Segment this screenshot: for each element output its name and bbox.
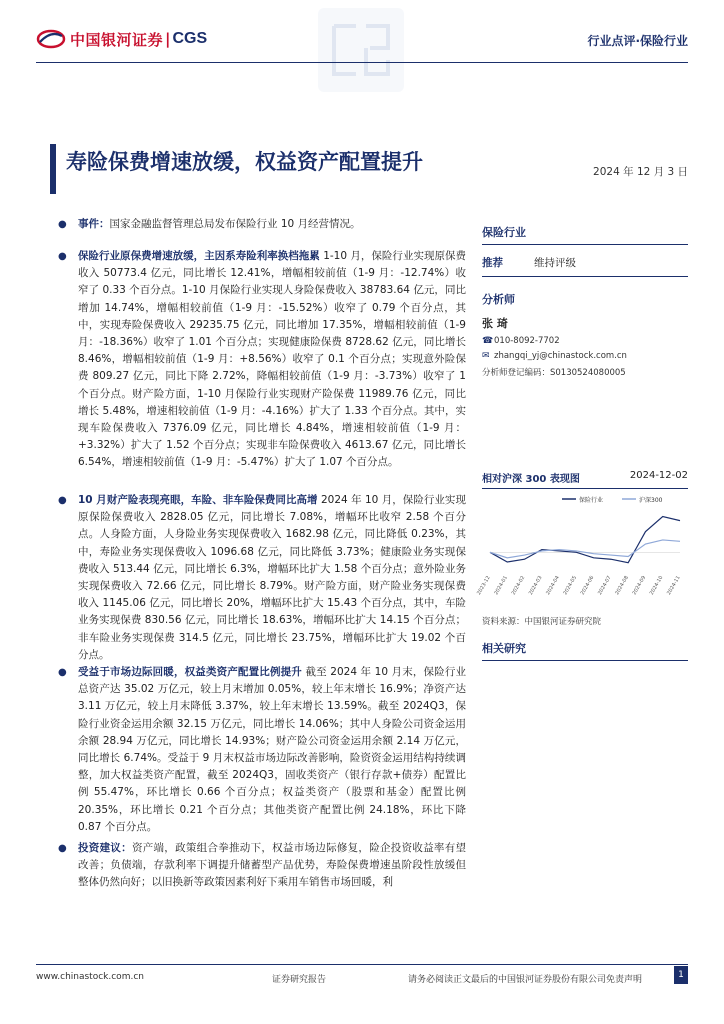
bullet-icon: ● <box>58 843 67 854</box>
paragraph-event <box>58 216 361 233</box>
legend-label: 保险行业 <box>579 497 604 504</box>
bullet-icon: ● <box>58 495 67 506</box>
analyst-name: 张 琦 <box>482 317 508 330</box>
footer-divider <box>36 964 688 965</box>
rating-row <box>482 245 688 277</box>
x-tick-label: 2024-03 <box>527 575 544 597</box>
email-address[interactable]: zhangqi_yj@chinastock.com.cn <box>494 351 627 361</box>
phone-number: 010-8092-7702 <box>494 336 560 346</box>
page-number: 1 <box>674 966 688 984</box>
chart-plot <box>476 489 688 607</box>
chart-header <box>482 470 688 489</box>
header-divider <box>36 62 688 63</box>
paragraph-premium <box>58 248 466 472</box>
report-type: 行业点评·保险行业 <box>587 34 688 48</box>
page-header <box>0 0 724 70</box>
legend-label: 沪深300 <box>639 497 663 504</box>
report-date: 2024 年 12 月 3 日 <box>593 166 688 178</box>
x-tick-label: 2023-12 <box>476 575 492 597</box>
paragraph-text: 国家金融监督管理总局发布保险行业 10 月经营情况。 <box>109 218 361 230</box>
paragraph-text: 1-10 月，保险行业实现原保费收入 50773.4 亿元，同比增长 12.41%，增幅相较前值（1-9 月：-12.74%）收窄了 0.33 个百分点。1-10 月保险行业实现人身险保费收入 38783.64 亿元，同比增加 14.74%，增幅相较前值（1-9 月：-15.52%）收窄了 0.79 个百分点，其中，实现寿险保费收入 29235.75 亿元，同比增加 17.35%，增幅相较前值（1-9 月：-18.36%）收窄了 1.01 个百分点；实现健康险保费 8728.62 亿元，同比增长 8.46%，增幅相较前值（1-9 月：+8.56%）收窄了 0.1 个百分点；实现意外险保费 809.27 亿元，同比下降 2.72%，降幅相较前值（1-9 月：-3.73%）收窄了 1 个百分点。财产险方面，1-10 月保险行业实现财产险保费 11989.76 亿元，同比增长 5.48%，增速相较前值（1-9 月：-4.16%）扩大了 1.33 个百分点。其中，实现车险保费收入 7376.09 亿元，同比增长 4.84%，增速相较前值（1-9 月：+3.32%）扩大了 1.52 个百分点；实现非车险保费收入 4613.67 亿元，同比增长 6.54%，增速相较前值（1-9 月：-5.47%）扩大了 1.07 个百分点。 <box>78 250 467 469</box>
phone-icon: ☎ <box>482 336 494 346</box>
bullet-icon: ● <box>58 667 67 678</box>
logo-separator: | <box>165 30 171 48</box>
x-tick-label: 2024-01 <box>493 575 510 597</box>
cgs-watermark-icon <box>316 6 406 94</box>
paragraph-lead: 受益于市场边际回暖，权益类资产配置比例提升 <box>78 666 302 678</box>
paragraph-recommendation <box>58 840 466 892</box>
rating-label: 推荐 <box>482 257 503 269</box>
bullet-icon: ● <box>58 251 67 262</box>
paragraph-assets <box>58 664 466 836</box>
analyst-email <box>482 351 688 361</box>
paragraph-lead: 事件： <box>78 218 110 230</box>
paragraph-lead: 投资建议： <box>78 842 132 854</box>
chart-source: 资料来源：中国银河证券研究院 <box>482 617 602 627</box>
company-name-cn: 中国银河证券 <box>70 30 164 49</box>
bullet-icon: ● <box>58 219 67 230</box>
related-research-heading: 相关研究 <box>482 640 688 661</box>
x-tick-label: 2024-07 <box>596 575 613 597</box>
x-tick-label: 2024-08 <box>614 575 630 597</box>
x-tick-label: 2024-06 <box>579 575 596 597</box>
chart-date: 2024-12-02 <box>629 470 688 481</box>
x-tick-label: 2024-09 <box>631 575 648 597</box>
paragraph-october <box>58 492 466 664</box>
paragraph-text: 2024 年 10 月，保险行业实现原保险保费收入 2828.05 亿元，同比增长 7.08%，增幅环比收窄 2.58 个百分点。人身险方面，人身险业务实现保费收入 1682.98 亿元，同比降低 0.23%，其中，寿险业务实现保费收入 1096.68 亿元，同比降低 3.73%；健康险业务实现保费收入 513.44 亿元，同比增长 6.3%，增幅环比扩大 1.58 个百分点；意外险业务实现保费收入 72.66 亿元，同比增长 8.79%。财产险方面，财产险业务实现保费收入 1145.06 亿元，同比增长 20%，增幅环比扩大 15.43 个百分点，其中，车险业务实现保费 830.56 亿元，同比增长 18.63%，增幅环比扩大 14.15 个百分点；非车险业务实现保费 314.5 亿元，同比增长 23.75%，增幅环比扩大 19.02 个百分点。 <box>78 494 466 661</box>
footer-disclaimer: 请务必阅读正文最后的中国银河证券股份有限公司免责声明 <box>408 975 643 985</box>
footer-center: 证券研究报告 <box>272 975 327 985</box>
footer-website[interactable]: www.chinastock.com.cn <box>36 972 144 982</box>
x-tick-label: 2024-05 <box>562 575 579 597</box>
x-tick-label: 2024-11 <box>666 575 682 597</box>
paragraph-lead: 保险行业原保费增速放缓，主因系寿险利率换档拖累 <box>78 250 320 262</box>
email-icon: ✉ <box>482 351 490 361</box>
analyst-heading: 分析师 <box>482 293 515 306</box>
analyst-phone <box>482 336 688 346</box>
paragraph-lead: 10 月财产险表现亮眼，车险、非车险保费同比高增 <box>78 494 318 506</box>
x-tick-label: 2024-02 <box>510 575 527 597</box>
x-tick-label: 2024-04 <box>545 575 561 597</box>
company-logo <box>36 28 207 50</box>
paragraph-text: 资产端，政策组合拳推动下，权益市场边际修复，险企投资收益率有望改善；负债端，存款利率下调提升储蓄型产品优势，寿险保费增速虽阶段性放缓但整体仍然向好；以旧换新等政策因素利好下乘用车销售市场回暖，利 <box>78 842 467 889</box>
title-accent-bar <box>50 144 56 194</box>
cert-number: 分析师登记编码：S0130524080005 <box>482 368 626 378</box>
analyst-cert <box>482 366 688 378</box>
paragraph-text: 截至 2024 年 10 月末，保险行业总资产达 35.02 万亿元，较上月末增加 0.05%，较上年末增长 16.9%；净资产达 3.11 万亿元，较上月末降低 3.37%，较上年末增长 13.59%。截至 2024Q3，保险行业资金运用余额 32.15 万亿元，同比增长 14.06%；其中人身险公司资金运用余额 28.94 万亿元，同比增长 14.93%；财产险公司资金运用余额 2.14 万亿元，同比增长 6.74%。受益于 9 月末权益市场边际改善影响，险资资金运用结构持续调整，加大权益类资产配置，截至 2024Q3，固收类资产（银行存款+债券）配置比例 55.47%，环比增长 0.66 个百分点；权益类资产（股票和基金）配置比例 20.35%，环比增长 0.21 个百分点；其他类资产配置比例 24.18%，环比下降 0.87 个百分点。 <box>78 666 467 833</box>
sidebar <box>482 224 688 378</box>
chart-title: 相对沪深 300 表现图 <box>482 474 580 485</box>
company-name-en: CGS <box>172 30 208 47</box>
relative-performance-chart <box>476 470 688 627</box>
rating-value: 维持评级 <box>534 257 576 269</box>
industry-label: 保险行业 <box>482 224 688 245</box>
x-tick-label: 2024-10 <box>648 575 665 597</box>
report-title: 寿险保费增速放缓，权益资产配置提升 <box>66 149 423 174</box>
galaxy-logo-icon <box>36 28 66 50</box>
